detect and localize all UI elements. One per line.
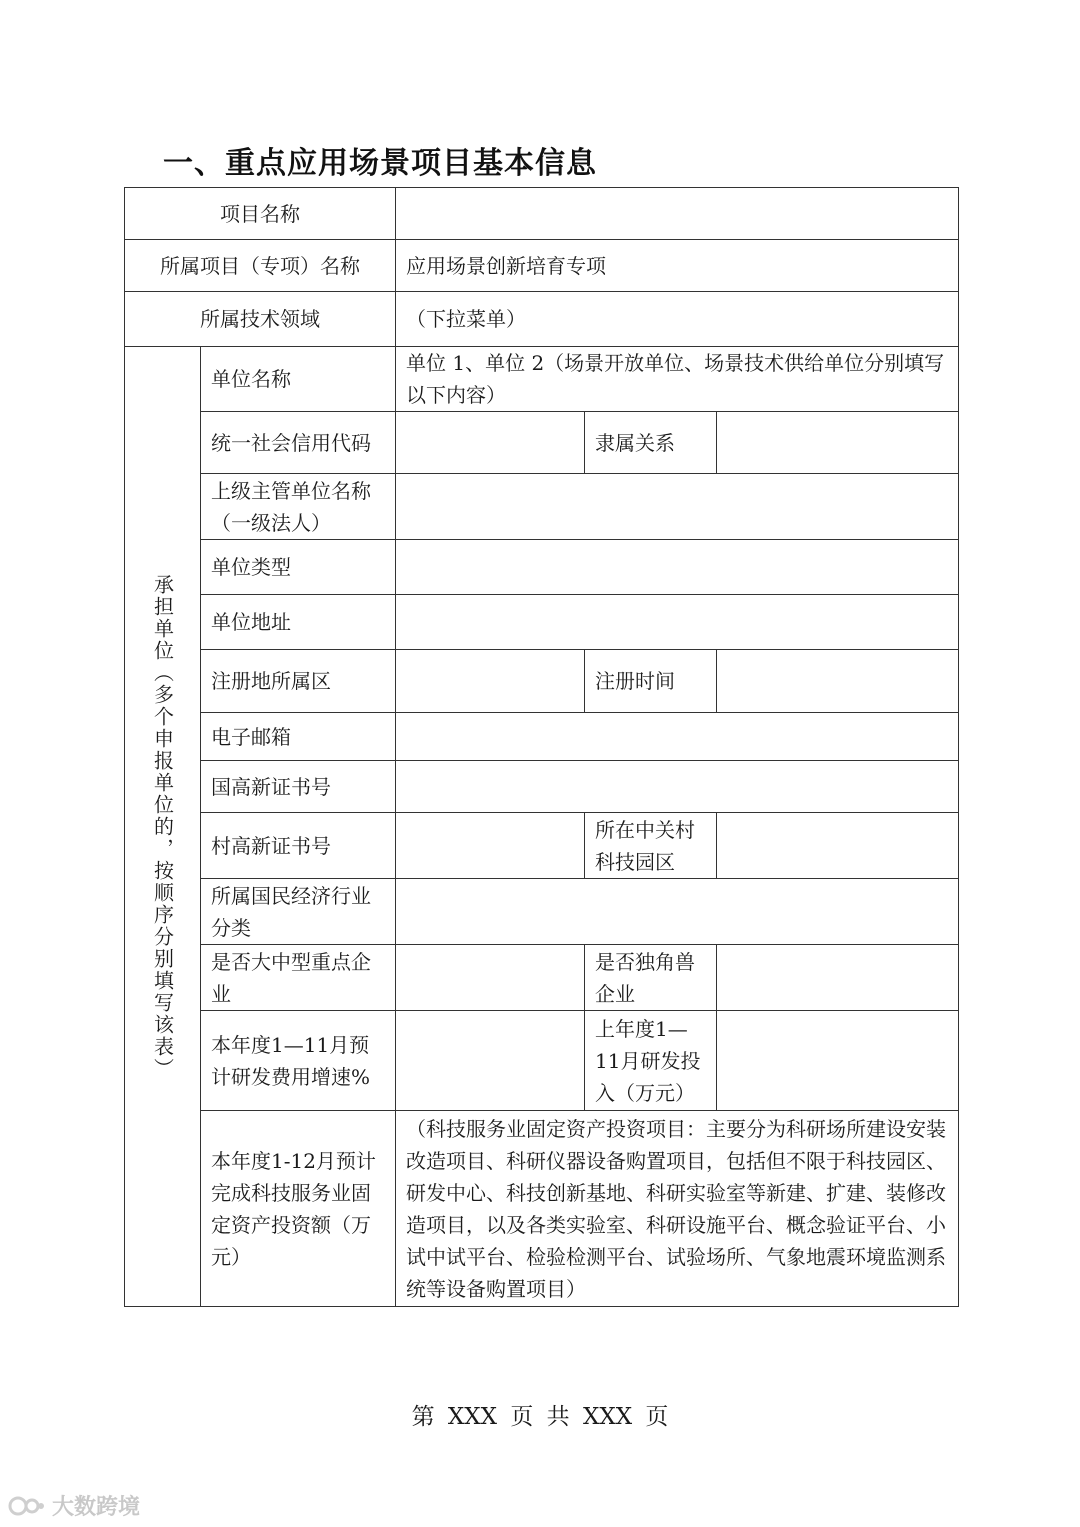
national-cert-field[interactable] xyxy=(396,761,959,813)
rd-growth-field[interactable] xyxy=(396,1011,585,1111)
superior-unit-field[interactable] xyxy=(396,474,959,540)
large-enterprise-label: 是否大中型重点企业 xyxy=(201,945,396,1011)
belong-project-label: 所属项目（专项）名称 xyxy=(125,240,396,292)
unit-address-field[interactable] xyxy=(396,595,959,650)
affiliation-label: 隶属关系 xyxy=(585,412,717,474)
industry-label: 所属国民经济行业分类 xyxy=(201,879,396,945)
unicorn-field[interactable] xyxy=(717,945,959,1011)
large-enterprise-field[interactable] xyxy=(396,945,585,1011)
unicorn-label: 是否独角兽企业 xyxy=(585,945,717,1011)
unit-type-field[interactable] xyxy=(396,540,959,595)
unit-type-label: 单位类型 xyxy=(201,540,396,595)
unit-name-label: 单位名称 xyxy=(201,347,396,412)
side-label-text: 承担单位（多个申报单位的，按顺序分别填写该表） xyxy=(150,573,175,1080)
credit-code-field[interactable] xyxy=(396,412,585,474)
section-heading: 一、重点应用场景项目基本信息 xyxy=(163,146,597,181)
tech-field-label: 所属技术领域 xyxy=(125,292,396,347)
investment-label: 本年度1-12月预计完成科技服务业固定资产投资额（万元） xyxy=(201,1111,396,1307)
watermark-text: 大数跨境 xyxy=(52,1495,141,1520)
project-name-field[interactable] xyxy=(396,188,959,240)
last-year-rd-field[interactable] xyxy=(717,1011,959,1111)
credit-code-label: 统一社会信用代码 xyxy=(201,412,396,474)
superior-unit-label: 上级主管单位名称（一级法人） xyxy=(201,474,396,540)
unit-name-field[interactable]: 单位 1、单位 2（场景开放单位、场景技术供给单位分别填写以下内容） xyxy=(396,347,959,412)
rd-growth-label: 本年度1—11月预计研发费用增速% xyxy=(201,1011,396,1111)
project-name-label: 项目名称 xyxy=(125,188,396,240)
national-cert-label: 国高新证书号 xyxy=(201,761,396,813)
email-field[interactable] xyxy=(396,713,959,761)
watermark xyxy=(8,1490,140,1521)
page-footer: 第 XXX 页 共 XXX 页 xyxy=(411,1404,669,1430)
zgc-park-field[interactable] xyxy=(717,813,959,879)
undertaking-unit-side-label xyxy=(125,347,201,1307)
reg-district-field[interactable] xyxy=(396,650,585,713)
reg-district-label: 注册地所属区 xyxy=(201,650,396,713)
project-info-table xyxy=(124,187,959,1307)
zgc-park-label: 所在中关村科技园区 xyxy=(585,813,717,879)
village-cert-label: 村高新证书号 xyxy=(201,813,396,879)
tech-field-dropdown[interactable]: （下拉菜单） xyxy=(396,292,959,347)
industry-field[interactable] xyxy=(396,879,959,945)
last-year-rd-label: 上年度1—11月研发投入（万元） xyxy=(585,1011,717,1111)
village-cert-field[interactable] xyxy=(396,813,585,879)
unit-address-label: 单位地址 xyxy=(201,595,396,650)
belong-project-field[interactable]: 应用场景创新培育专项 xyxy=(396,240,959,292)
watermark-logo-icon xyxy=(8,1495,46,1517)
affiliation-field[interactable] xyxy=(717,412,959,474)
investment-field[interactable]: （科技服务业固定资产投资项目：主要分为科研场所建设安装改造项目、科研仪器设备购置项目，包括但不限于科技园区、研发中心、科技创新基地、科研实验室等新建、扩建、装修改造项目，以及各类实验室、科研设施平台、概念验证平台、小试中试平台、检验检测平台、试验场所、气象地震环境监测系统等设备购置项目） xyxy=(396,1111,959,1307)
reg-time-label: 注册时间 xyxy=(585,650,717,713)
email-label: 电子邮箱 xyxy=(201,713,396,761)
reg-time-field[interactable] xyxy=(717,650,959,713)
